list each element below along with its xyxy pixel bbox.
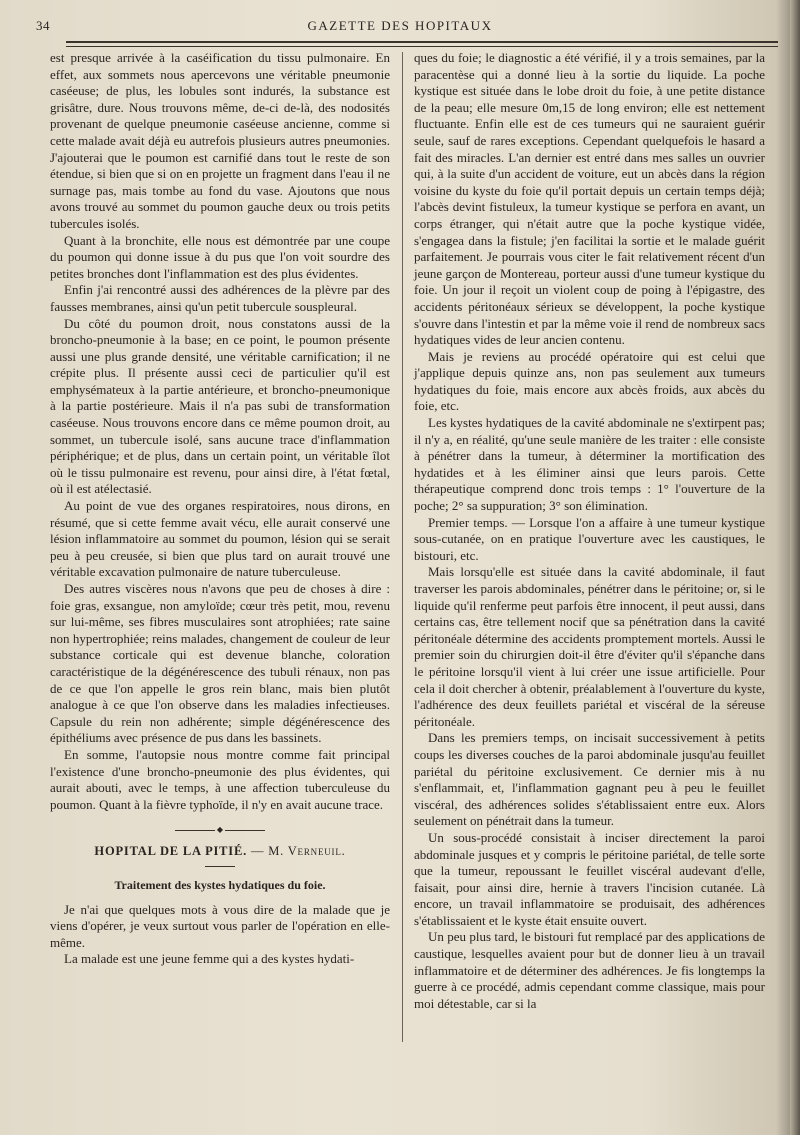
section-author: — M. Verneuil.: [250, 844, 346, 859]
paragraph: Mais lorsqu'elle est située dans la cavité abdominale, il faut traverser les parois abdominales, pénétrer dans le péritoine; or, si le liquide qu'il renferme peut parfois être innocent, il peut aussi, dans certains cas, être tellement nocif que sa pénétration dans la cavité péritonéale détermine des accidents promptement mortels. Aussi le premier soin du chirurgien doit-il être d'éviter qu'il s'épanche dans le péritoine lorsqu'il vient à lui créer une issue artificielle. Pour cela il doit chercher à obtenir, préalablement à l'ouverture du kyste, l'adhérence des deux feuillets pariétal et viscéral de la séreuse péritonéale.: [414, 564, 765, 729]
hospital-name: HOPITAL DE LA PITIÉ.: [94, 844, 248, 859]
paragraph: Premier temps. — Lorsque l'on a affaire à une tumeur kystique sous-cutanée, on en pratique l'ouverture avec les caustiques, le bistouri, etc.: [414, 514, 765, 563]
paragraph: Enfin j'ai rencontré aussi des adhérences de la plèvre par des fausses membranes, ainsi qu'un petit tubercule souspleural.: [50, 282, 390, 314]
paragraph: Au point de vue des organes respiratoires, nous dirons, en résumé, que si cette femme avait vécu, elle aurait conservé une lésion inflammatoire au sommet du poumon, lésion qui se serait peu à peu creusée, si bien que plus tard on aurait trouvé une véritable excavation pulmonaire de nature tuberculeuse.: [50, 498, 390, 580]
right-column: [414, 50, 765, 1012]
paragraph: ques du foie; le diagnostic a été vérifié, il y a trois semaines, par la paracentèse qui a donné lieu à la sortie du liquide. La poche kystique est située dans le lobe droit du foie, à une petite distance de la peau; elle mesure 0m,15 de long environ; elle est nettement fluctuante. Enfin elle est de ces tumeurs qui ne sauraient guérir seule, sauf de rares exceptions. Cependant quelquefois le hasard a fait des miracles. L'an dernier est entré dans mes salles un ouvrier qui, à la suite d'un accident de voiture, eut un abcès dans la région voisine du kyste du foie qu'il portait depuis un certain temps déjà; l'abcès devint fistuleux, la tumeur kystique se perfora en avant, un corps étranger, qui n'était autre que la poche kystique vidée, s'engagea dans la fistule; j'en facilitai la sortie et le malade guérit parfaitement. Je pourrais vous citer le fait relativement récent d'un jeune garçon de Montereau, porteur aussi d'une tumeur kystique du foie. Un jour il reçoit un violent coup de poing à l'épigastre, des accidents péritonéaux sérieux se développent, la poche kystique s'ouvre dans l'intestin et par la même voie il rend de nombreux sacs hydatiques vides de leur ancien contenu.: [414, 50, 765, 348]
diamond-ornament-icon: ◆: [216, 825, 224, 835]
paragraph: En somme, l'autopsie nous montre comme fait principal l'existence d'une broncho-pneumonie des plus évidentes, qui aurait abouti, avec le temps, à une affection tuberculeuse du poumon. Quant à la fièvre typhoïde, il n'y en avait aucune trace.: [50, 746, 390, 812]
header-rule-thick: [66, 41, 778, 43]
heading-rule: [205, 866, 235, 867]
paragraph: est presque arrivée à la caséification du tissu pulmonaire. En effet, aux sommets nous apercevons une véritable pneumonie caséeuse; de plus, les lobules sont indurés, la substance est grisâtre, dure. Nous trouvons même, de-ci de-là, des nodosités provenant de quelque pneumonie caséeuse ancienne, comme si cette malade avait déjà eu autrefois plusieurs autres pneumonies. J'ajouterai que le poumon est carnifié dans tout le reste de son étendue, si bien que si on en projette un fragment dans l'eau il ne surnage pas, mais tombe au fond du vase. Ajoutons que nous avons trouvé au sommet du poumon gauche deux ou trois petits tubercules isolés.: [50, 50, 390, 231]
paragraph: Mais je reviens au procédé opératoire qui est celui que j'applique depuis quinze ans, non pas seulement aux tumeurs hydatiques du foie, mais encore aux abcès froids, aux abcès du foie, etc.: [414, 348, 765, 414]
paragraph: Un peu plus tard, le bistouri fut remplacé par des applications de caustique, lesquelles avaient pour but de donner lieu à un travail inflammatoire et de déterminer des adhérences. Je fis longtemps la guerre à ce procédé, admis cependant comme classique, mais pour moi détestable, car si la: [414, 929, 765, 1011]
paragraph: Les kystes hydatiques de la cavité abdominale ne s'extirpent pas; il n'y a, en réalité, qu'une seule manière de les traiter : elle consiste à pénétrer dans la tumeur, à déterminer la mortification des hydatides et à les éliminer ainsi que leurs parois. Cette thérapeutique comprend donc trois temps : 1° l'ouverture de la poche; 2° sa suppuration; 3° son élimination.: [414, 415, 765, 514]
paragraph: Quant à la bronchite, elle nous est démontrée par une coupe du poumon qui donne issue à du pus que l'on voit sourdre des petites bronches dont l'inflammation est des plus évidentes.: [50, 232, 390, 281]
paragraph: Des autres viscères nous n'avons que peu de choses à dire : foie gras, exsangue, non amyloïde; cœur très petit, mou, revenu sur lui-même, ses fibres musculaires sont atrophiées; rate saine non hypertrophiée; reins malades, changement de couleur de leur substance corticale qui est devenue blanche, coloration caractéristique de la dégénérescence des tubuli rénaux, non pas de ce que l'on appelle le gros rein blanc, mais bien plutôt analogue à ce que l'on observe dans les maladies infectieuses. Capsule du rein non adhérente; simple dégénérescence des épithéliums avec présence de pus dans les bassinets.: [50, 581, 390, 746]
left-column: [50, 50, 390, 968]
paragraph: Dans les premiers temps, on incisait successivement à petits coups les diverses couches de la paroi abdominale jusqu'au feuillet pariétal du péritoine exclusivement. Ce dernier mis à nu s'enflammait, et, l'inflammation gagnant peu à peu le feuillet viscéral, des adhérences solides s'établissaient entre eux. Alors seulement on pénétrait dans la tumeur.: [414, 730, 765, 829]
page-number: 34: [36, 18, 50, 33]
section-heading: [50, 843, 390, 860]
column-divider: [402, 52, 403, 1042]
paragraph: Du côté du poumon droit, nous constatons aussi de la broncho-pneumonie à la base; en ce point, le poumon présente aussi une plus grande densité, une véritable carnification; il ne crépite plus. Il présente aussi ceci de particulier qu'il est emphysémateux à la partie antérieure, et broncho-pneumonique à la partie postérieure. Mais il n'a pas subi de transformation caséeuse. Nous trouvons encore dans ce même poumon droit, au sommet, un tubercule isolé, sans aucune trace d'inflammation périphérique; et de plus, dans un certain point, un véritable îlot où le tissu pulmonaire est revenu, pour ainsi dire, à l'état fœtal, où il est atélectasié.: [50, 315, 390, 497]
paragraph: La malade est une jeune femme qui a des kystes hydati-: [64, 951, 355, 967]
header-rule-thin: [66, 46, 778, 47]
article-subheading: Traitement des kystes hydatiques du foie.: [114, 877, 326, 892]
page-edge-shadow: [790, 0, 800, 1135]
page-header: [36, 18, 764, 38]
paragraph: Je n'ai que quelques mots à vous dire de la malade que je viens d'opérer, je veux surtout vous parler de l'opération en elle-même.: [50, 901, 390, 950]
running-title: GAZETTE DES HOPITAUX: [307, 18, 493, 33]
section-separator: [50, 825, 390, 835]
paragraph: Un sous-procédé consistait à inciser directement la paroi abdominale jusques et y compris le péritoine pariétal, de telle sorte que la tumeur, repoussant le feuillet viscéral audevant d'elle, faisait, pour ainsi dire, hernie à travers l'incision cutanée. Là encore, un travail inflammatoire se produisait, des adhérences s'établissaient et le kyste était ensuite ouvert.: [414, 829, 765, 928]
